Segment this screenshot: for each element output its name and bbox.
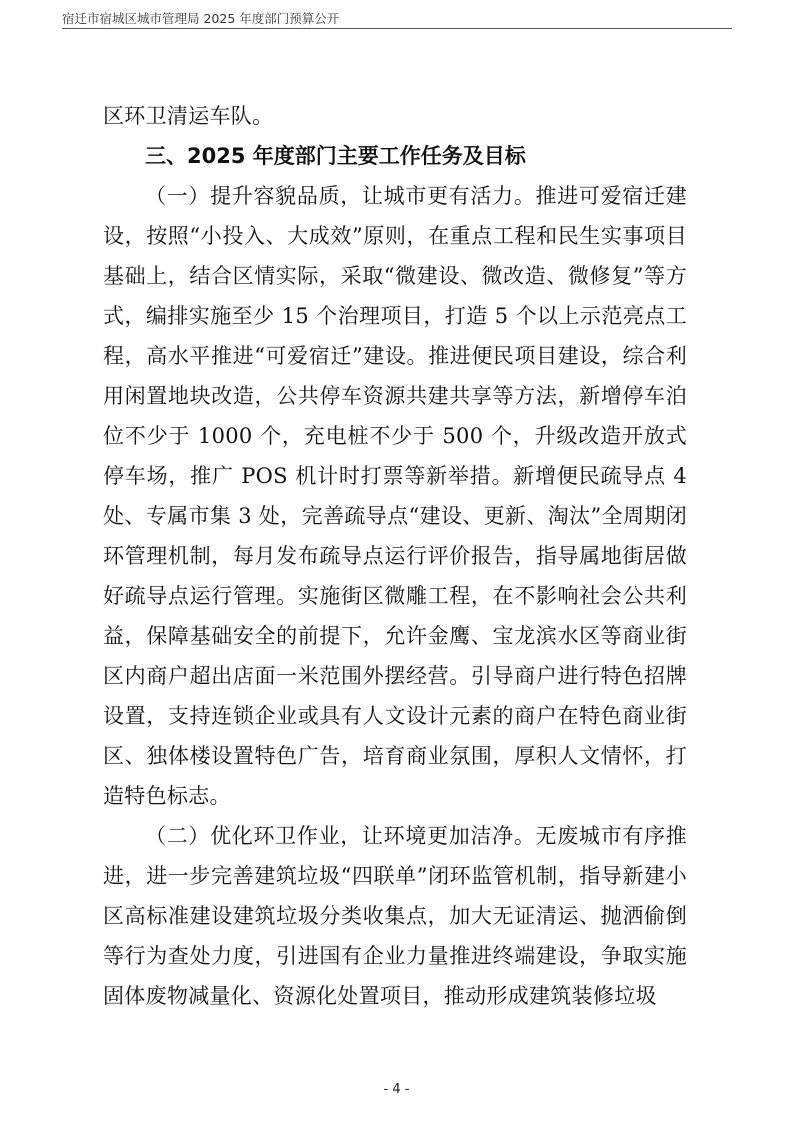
paragraph-2: （二）优化环卫作业，让环境更加洁净。无废城市有序推进，进一步完善建筑垃圾“四联单”闭环监管机制，指导新建小区高标准建设建筑垃圾分类收集点，加大无证清运、抛洒偷倒等行为查处力度，引进国有企业力量推进终端建设，争取实施固体废物减量化、资源化处置项目，推动形成建筑装修垃圾 bbox=[103, 824, 687, 1008]
continuation-text: 区环卫清运车队。 bbox=[103, 104, 274, 128]
document-body bbox=[103, 96, 687, 1016]
paragraph-1: （一）提升容貌品质，让城市更有活力。推进可爱宿迁建设，按照“小投入、大成效”原则，在重点工程和民生实事项目基础上，结合区情实际，采取“微建设、微改造、微修复”等方式，编排实施至少 15 个治理项目，打造 5 个以上示范亮点工程，高水平推进“可爱宿迁”建设。推进便民项目建设，综合利用闲置地块改造，公共停车资源共建共享等方法，新增停车泊位不少于 1000 个，充电桩不少于 500 个，升级改造开放式停车场，推广 POS 机计时打票等新举措。新增便民疏导点 4 处、专属市集 3 处，完善疏导点“建设、更新、淘汰”全周期闭环管理机制，每月发布疏导点运行评价报告，指导属地街居做好疏导点运行管理。实施街区微雕工程，在不影响社会公共利益，保障基础安全的前提下，允许金鹰、宝龙滨水区等商业街区内商户超出店面一米范围外摆经营。引导商户进行特色招牌设置，支持连锁企业或具有人文设计元素的商户在特色商业街区、独体楼设置特色广告，培育商业氛围，厚积人文情怀，打造特色标志。 bbox=[103, 184, 687, 808]
section-heading: 三、2025 年度部门主要工作任务及目标 bbox=[145, 144, 526, 168]
page-number: - 4 - bbox=[383, 1082, 410, 1097]
document-header: 宿迁市宿城区城市管理局 2025 年度部门预算公开 bbox=[62, 11, 340, 26]
header-divider bbox=[62, 28, 732, 29]
